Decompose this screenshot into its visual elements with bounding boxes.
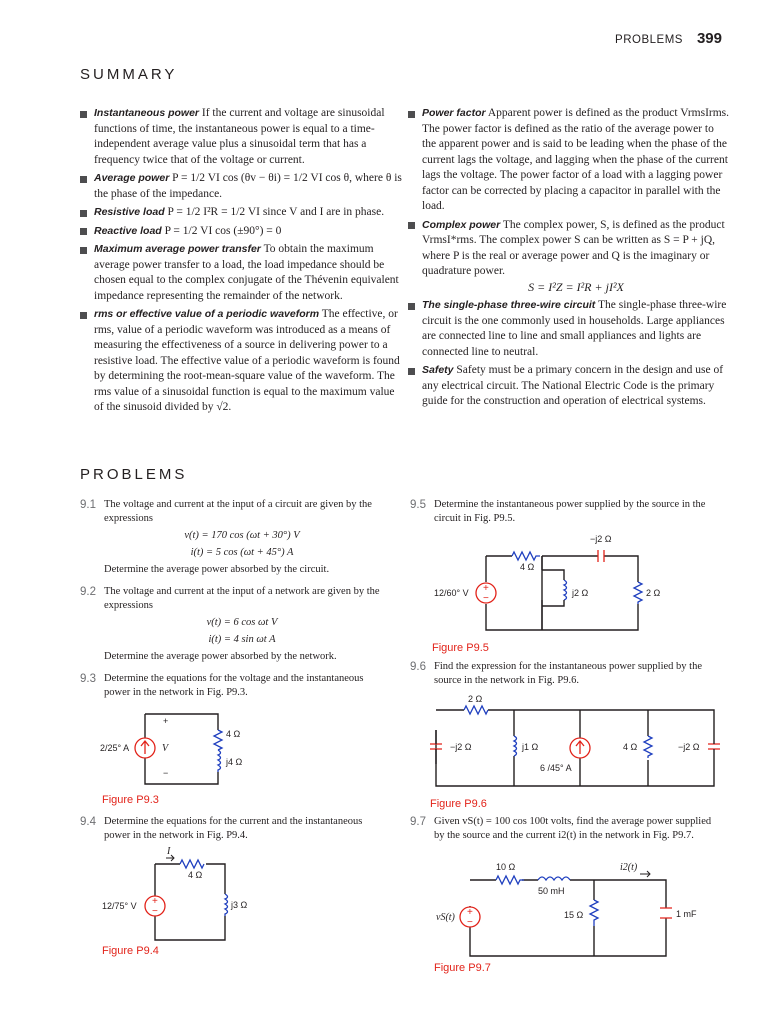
minus-icon: −	[152, 906, 158, 917]
figure-caption: Figure P9.7	[434, 962, 491, 974]
source-label: 2/25° A	[100, 743, 130, 753]
summary-right-column	[408, 106, 730, 413]
capacitor-icon	[598, 550, 604, 562]
summary-item: Complex power The complex power, S, is defined as the product VrmsI*rms. The complex power S can be written as S = P + jQ, where P is the real or average power and Q is the imaginary or quadrature power. S = I²Z = I²R + jI²X	[408, 218, 730, 296]
inductor-label: j2 Ω	[572, 588, 589, 598]
resistor-label: 2 Ω	[468, 694, 483, 704]
inductor-icon	[514, 736, 517, 756]
equation: v(t) = 170 cos (ωt + 30°) V	[184, 530, 300, 541]
inductor-label: j1 Ω	[522, 742, 539, 752]
problem-9-7: 9.7 Given vS(t) = 100 cos 100t volts, find the average power supplied by the source and the current i2(t) in the network in Fig. P9.7.	[410, 816, 712, 841]
running-head: PROBLEMS	[615, 34, 683, 46]
figure-p9-5-circuit	[430, 530, 660, 636]
capacitor-label: −j2 Ω	[590, 534, 612, 544]
bullet-square-icon	[80, 210, 87, 217]
bullet-square-icon	[80, 111, 87, 118]
wire	[145, 714, 218, 784]
equation: v(t) = 6 cos ωt V	[206, 617, 278, 628]
minus-label: −	[163, 768, 169, 778]
resistor-label: 2 Ω	[646, 588, 661, 598]
wire	[542, 570, 564, 606]
inductor-label: j4 Ω	[226, 757, 243, 767]
inductor-icon	[225, 894, 228, 916]
problem-number: 9.3	[80, 673, 96, 685]
minus-icon: −	[483, 593, 489, 604]
source-label: 6 /45° A	[540, 763, 572, 773]
resistor-icon	[496, 876, 524, 884]
bullet-square-icon	[408, 222, 415, 229]
summary-item: The single-phase three-wire circuit The single-phase three-wire circuit is the one commonly used in households. Large appliances are connected line to line and small appliances and lights are connected line to neutral.	[408, 298, 730, 360]
inductor-icon	[564, 580, 567, 600]
figure-p9-6-circuit	[420, 694, 720, 790]
figure-caption: Figure P9.3	[102, 794, 159, 806]
problem-number: 9.7	[410, 816, 426, 828]
problem-9-1: 9.1 The voltage and current at the input of a circuit are given by the expressions v(t) = 170 cos (ωt + 30°) V i(t) = 5 cos (ωt + 45°) A Determine the average power absorbed by the circuit.	[80, 498, 380, 577]
problem-number: 9.4	[80, 816, 96, 828]
bullet-square-icon	[80, 312, 87, 319]
current-label: i2(t)	[620, 862, 638, 873]
figure-p9-4-circuit	[100, 848, 260, 944]
figure-caption: Figure P9.4	[102, 945, 159, 957]
capacitor-label: −j2 Ω	[450, 742, 472, 752]
summary-title: SUMMARY	[80, 66, 178, 83]
inductor-label: j3 Ω	[231, 900, 248, 910]
summary-item: Reactive load P = 1/2 VI cos (±90°) = 0	[80, 224, 402, 240]
resistor-label: 4 Ω	[226, 729, 241, 739]
resistor-label: 10 Ω	[496, 862, 516, 872]
resistor-label: 4 Ω	[623, 742, 638, 752]
resistor-icon	[180, 860, 204, 868]
page-number: 399	[696, 30, 722, 47]
complex-power-formula: S = I²Z = I²R + jI²X	[528, 279, 624, 294]
figure-caption: Figure P9.5	[432, 642, 489, 654]
voltage-label: V	[162, 743, 169, 754]
source-label: 12/75° V	[102, 901, 137, 911]
resistor-label: 4 Ω	[188, 870, 203, 880]
summary-item: Resistive load P = 1/2 I²R = 1/2 VI since V and I are in phase.	[80, 205, 402, 221]
inductor-icon	[218, 750, 221, 772]
problems-title: PROBLEMS	[80, 466, 188, 483]
summary-item: Power factor Apparent power is defined as the product VrmsIrms. The power factor is defined as the ratio of the average power to the apparent power and is said to be leading when the phase of the current lags the voltage, and lagging when the phase of the current lags the voltage. The power factor of a load with a lagging power factor can be corrected by placing a capacitor in parallel with the load.	[408, 106, 730, 215]
problem-9-5: 9.5 Determine the instantaneous power supplied by the source in the circuit in Fig. P9.5.	[410, 499, 706, 524]
equation: i(t) = 5 cos (ωt + 45°) A	[190, 547, 294, 558]
plus-icon: +	[483, 583, 489, 594]
resistor-icon	[590, 900, 598, 926]
bullet-square-icon	[80, 176, 87, 183]
summary-item: Average power P = 1/2 VI cos (θv − θi) = 1/2 VI cos θ, where θ is the phase of the impedance.	[80, 171, 402, 202]
wire	[486, 556, 638, 630]
resistor-icon	[634, 582, 642, 604]
resistor-icon	[512, 552, 540, 560]
resistor-label: 4 Ω	[520, 562, 535, 572]
capacitor-label: −j2 Ω	[678, 742, 700, 752]
summary-item: Instantaneous power If the current and voltage are sinusoidal functions of time, the instantaneous power is equal to a time-independent average value plus a sinusoidal term that has a frequency twice that of the voltage or current.	[80, 106, 402, 168]
bullet-square-icon	[80, 247, 87, 254]
summary-item: rms or effective value of a periodic waveform The effective, or rms, value of a periodic waveform was introduced as a means of measuring the effectiveness of a source in delivering power to a resistive load. The effective value of a periodic waveform is found by determining the root-mean-square value of the waveform. The rms value of a sinusoidal function is equal to the maximum value of the sinusoid divided by √2.	[80, 307, 402, 416]
problem-number: 9.5	[410, 499, 426, 511]
resistor-icon	[644, 736, 652, 758]
resistor-label: 15 Ω	[564, 910, 584, 920]
page-header	[615, 30, 722, 47]
problem-9-6: 9.6 Find the expression for the instantaneous power supplied by the source in the network in Fig. P9.6.	[410, 661, 702, 686]
capacitor-label: 1 mF	[676, 909, 697, 919]
problem-9-3: 9.3 Determine the equations for the voltage and the instantaneous power in the network in Fig. P9.3.	[80, 673, 364, 698]
bullet-square-icon	[408, 303, 415, 310]
bullet-square-icon	[408, 111, 415, 118]
summary-left-column	[80, 106, 402, 419]
summary-item: Maximum average power transfer To obtain the maximum average power transfer to a load, the load impedance should be chosen equal to the complex conjugate of the Thévenin equivalent impedance representing the remainder of the network.	[80, 242, 402, 304]
problem-number: 9.6	[410, 661, 426, 673]
figure-caption: Figure P9.6	[430, 798, 487, 810]
minus-icon: −	[467, 917, 473, 928]
problem-number: 9.1	[80, 499, 96, 511]
plus-icon: +	[467, 907, 473, 918]
figure-p9-7-circuit	[430, 860, 710, 960]
capacitor-icon	[708, 744, 720, 749]
summary-item: Safety Safety must be a primary concern in the design and use of any electrical circuit. The National Electric Code is the primary guide for the construction and operation of electrical systems.	[408, 363, 730, 410]
figure-p9-3-circuit	[100, 710, 243, 788]
source-label: 12/60° V	[434, 588, 469, 598]
problem-9-2: 9.2 The voltage and current at the input of a network are given by the expressions v(t) = 6 cos ωt V i(t) = 4 sin ωt A Determine the average power absorbed by the network.	[80, 586, 380, 662]
bullet-square-icon	[408, 368, 415, 375]
plus-label: +	[163, 716, 169, 726]
resistor-icon	[464, 706, 488, 714]
plus-icon: +	[152, 896, 158, 907]
capacitor-icon	[660, 908, 672, 918]
problem-number: 9.2	[80, 586, 96, 598]
resistor-icon	[214, 730, 222, 750]
source-label: vS(t)	[436, 912, 455, 923]
current-arrow-icon	[640, 871, 650, 877]
inductor-label: 50 mH	[538, 886, 565, 896]
bullet-square-icon	[80, 228, 87, 235]
current-label: I	[167, 846, 171, 857]
problem-9-4: 9.4 Determine the equations for the current and the instantaneous power in the network in Fig. P9.4.	[80, 816, 363, 841]
inductor-icon	[538, 877, 570, 880]
equation: i(t) = 4 sin ωt A	[208, 634, 276, 645]
